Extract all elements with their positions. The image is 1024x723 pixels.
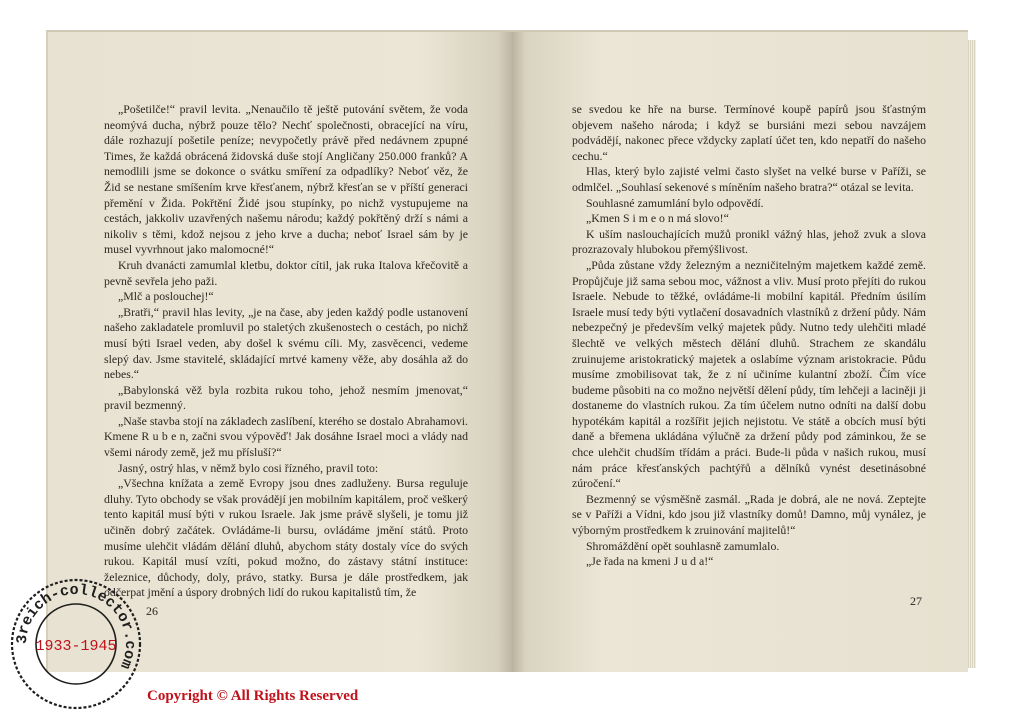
paragraph: „Půda zůstane vždy železným a nezničitelným majetkem každé země. Propůjčuje již sama sebou moc, vážnost a vliv. Musí proto přejíti do rukou Israele. Nebude to těžké, ovládáme-li mobilní kapitál. Předním úsilím Israele musí tedy býti vytlačení dosavadních vlastníků z držení půdy. Nám nebezpečný je především velký majetek půdy. Nutno tedy ulehčiti mladé šlechtě ve velkých městech dělání dluhů. Strachem ze skandálu zruinujeme aristokratický majetek a oslabíme význam aristokracie. Půdu musíme zmobilisovat tak, že z ní učiníme kulantní zboží. Čím více budeme působiti na co možno největší dělení půdy, tím lehčeji a laciněji ji dostaneme do vlastních rukou. Za tím účelem nutno odníti na další dobu hypotékám kapitál a rozšířit jejich nejistotu. Ve státě a obcích musí býti daně a břemena ukládána výlučně za držení půdy pod záminkou, že se chce ulehčit chudším třídám a práci. Bude-li půda v našich rukou, musí nám práce křesťanských pachtýřů a dělníků vynést desetinásobné zúročení.“ <box>572 257 926 491</box>
open-book <box>46 30 976 672</box>
paragraph: Shromáždění opět souhlasně zamumlalo. <box>586 538 780 553</box>
paragraph: „Babylonská věž byla rozbita rukou toho, jehož nesmím jmenovat,“ pravil bezmenný. <box>104 382 468 413</box>
stamp-center-text: 1933-1945 <box>35 638 117 655</box>
paragraph: „Všechna knížata a země Evropy jsou dnes zadluženy. Bursa reguluje dluhy. Tyto obchody se však provádějí jen mobilním kapitálem, proč veškerý tento kapitál musí býti v rukou Israele. Jak jsme právě slyšeli, je tomu již učiněn dobrý začátek. Ovládáme-li bursu, ovládáme jmění států. Proto musíme ulehčit vládám dělání dluhů, abychom státy dostaly více do svých rukou. Kapitál musí vzíti, pokud možno, do zástavy státní instituce: železnice, důchody, doly, právo, statky. Bursa je dále prostředkem, jak odčerpat jmění a úspory drobných lidí do rukou kapitalistů tím, že <box>104 476 468 600</box>
page-number: 26 <box>146 604 158 618</box>
svg-text:3reich-collector.com <box>14 582 138 671</box>
paragraph: Bezmenný se výsměšně zasmál. „Rada je dobrá, ale ne nová. Zeptejte se v Paříži a Vídni, kdo jsou již vlastníky domů! Damno, můj vynález, je výborným prostředkem k zruinování majitelů!“ <box>572 491 926 538</box>
right-page-text <box>572 102 926 570</box>
right-page <box>512 30 968 672</box>
paragraph: Souhlasné zamumlání bylo odpovědí. <box>586 195 764 210</box>
left-page-text <box>104 102 468 601</box>
page-edges <box>968 40 976 668</box>
page-number: 27 <box>910 594 922 608</box>
paragraph: „Je řada na kmeni J u d a!“ <box>586 554 714 569</box>
watermark-stamp <box>6 574 146 714</box>
paragraph: „Bratři,“ pravil hlas levity, „je na čase, aby jeden každý podle ustanovení našeho zakladatele promluvil po staletých zkušenostech o cestách, po nichž musí býti Israel veden, aby došel k svému cíli. My, zasvěcenci, vedeme slepý dav. Jsme stavitelé, skládající mrtvé kameny věže, aby dosáhla až do nebes.“ <box>104 304 468 382</box>
paragraph: Jasný, ostrý hlas, v němž bylo cosi řízného, pravil toto: <box>118 460 379 475</box>
paragraph: „Mlč a poslouchej!“ <box>118 289 214 304</box>
paragraph: Hlas, který bylo zajisté velmi často slyšet na velké burse v Paříži, se odmlčel. „Souhlasí sekenové s míněním našeho bratra?“ otázal se levita. <box>572 164 926 194</box>
copyright-notice: Copyright © All Rights Reserved <box>147 688 359 704</box>
paragraph: „Pošetilče!“ pravil levita. „Nenaučilo tě ještě putování světem, že voda neomývá ducha, nýbrž pouze tělo? Nechť společnosti, obracející na víru, dále rozhazují pošetile peníze; nevypočetly právě před nedávnem zpupné Times, že každá obrácená židovská duše stojí Angličany 250.000 franků? A nemodlili jsme se dokonce o svátku smíření za odpadlíky? Neboť věz, že Žid se nestane smíšením krve křesťanem, nýbrž křesťan se v příští generaci přemění v Žida. Pokřtění Židé jsou stupínky, po nichž vystupujeme na cestách, jakkoliv uzavřených našemu národu; každý pokřtěný drží s námi a nikoliv s těmi, kdož nejsou z jeho krve a ducha; neboť Israel sám by je musel vyvrhnout jako malomocné!“ <box>104 102 468 257</box>
stamp-ring-text: 3reich-collector.com <box>13 581 139 672</box>
paragraph: Kruh dvanácti zamumlal kletbu, doktor cítil, jak ruka Italova křečovitě a pevně sevřela jeho paži. <box>104 257 468 288</box>
paragraph: K uším naslouchajících mužů pronikl vážný hlas, jehož zvuk a slova prozrazovaly hlubokou přemýšlivost. <box>572 226 926 257</box>
paragraph: „Naše stavba stojí na základech zaslíbení, kterého se dostalo Abrahamovi. Kmene R u b e n, začni svou výpověď! Jak dosáhne Israel moci a vlády nad všemi národy země, jež mu přísluší?“ <box>104 413 468 460</box>
paragraph: „Kmen S i m e o n má slovo!“ <box>586 211 729 226</box>
paragraph: se svedou ke hře na burse. Termínové koupě papírů jsou šťastným objevem našeho národa; i když se bursiáni mezi sebou navzájem podvádějí, nakonec přece vždycky zaplatí účet ten, kdo nepatří do našeho cechu.“ <box>572 102 926 163</box>
